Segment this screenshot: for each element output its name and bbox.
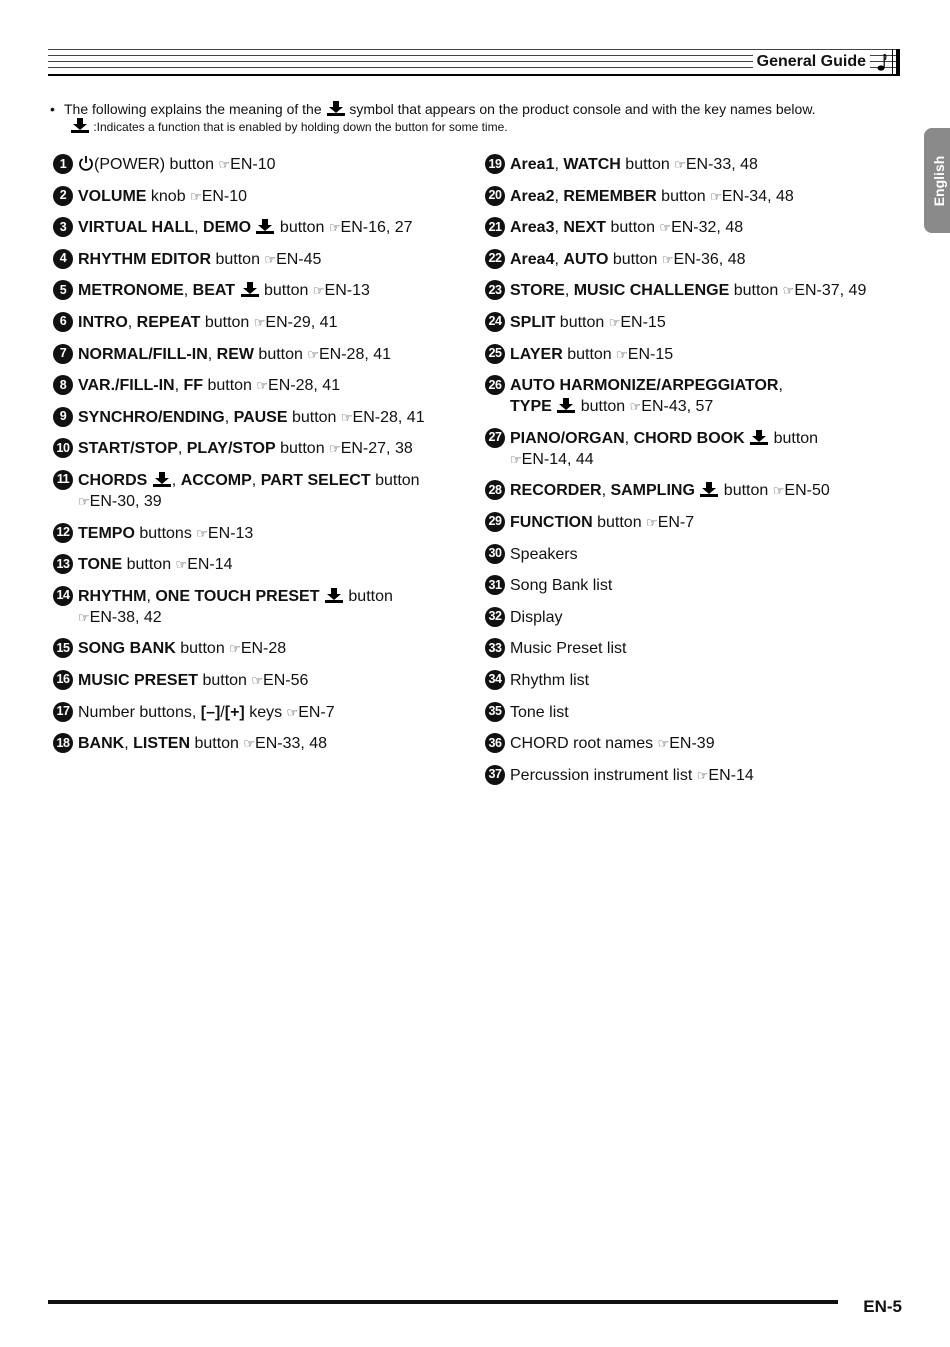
item-label: STORE, MUSIC CHALLENGE button ☞EN-37, 49 — [510, 282, 867, 300]
item-number-badge: 14 — [53, 586, 73, 606]
item-label: SYNCHRO/ENDING, PAUSE button ☞EN-28, 41 — [78, 408, 425, 426]
item-number-badge: 10 — [53, 438, 73, 458]
list-item — [485, 765, 885, 786]
footer-rule — [48, 1300, 838, 1304]
item-label: RHYTHM EDITOR button ☞EN-45 — [78, 250, 322, 268]
item-label: (POWER) button ☞EN-10 — [78, 154, 276, 175]
item-number-badge: 4 — [53, 249, 73, 269]
item-number-badge: 21 — [485, 217, 505, 237]
list-item — [53, 554, 453, 575]
item-label: LAYER button ☞EN-15 — [510, 345, 674, 363]
list-item — [53, 344, 453, 365]
item-label: CHORD root names ☞EN-39 — [510, 735, 715, 753]
list-item — [53, 670, 453, 691]
item-label: RHYTHM, ONE TOUCH PRESET button ☞EN-38, 42 — [78, 587, 393, 626]
item-number-badge: 15 — [53, 638, 73, 658]
item-number-badge: 18 — [53, 733, 73, 753]
list-item — [53, 638, 453, 659]
download-icon — [255, 219, 275, 235]
list-item — [485, 154, 885, 175]
list-item — [485, 544, 885, 565]
intro-legend: :Indicates a function that is enabled by holding down the button for some time. — [93, 120, 508, 134]
item-label: Rhythm list — [510, 671, 590, 689]
intro-text-before: The following explains the meaning of the — [64, 101, 322, 117]
power-icon — [78, 155, 94, 171]
download-icon — [152, 472, 172, 488]
list-item — [53, 523, 453, 544]
item-number-badge: 28 — [485, 480, 505, 500]
item-number-badge: 25 — [485, 344, 505, 364]
download-icon — [240, 282, 260, 298]
list-item — [485, 670, 885, 691]
list-item — [485, 344, 885, 365]
list-item — [485, 428, 885, 470]
list-item — [485, 375, 885, 417]
list-item — [485, 702, 885, 723]
list-item — [485, 575, 885, 596]
item-number-badge: 32 — [485, 607, 505, 627]
list-item — [53, 375, 453, 396]
download-icon — [699, 482, 719, 498]
list-item — [53, 407, 453, 428]
item-label: Area4, AUTO button ☞EN-36, 48 — [510, 250, 746, 268]
item-label: FUNCTION button ☞EN-7 — [510, 513, 695, 531]
item-label: VOLUME knob ☞EN-10 — [78, 187, 248, 205]
intro-text-after: symbol that appears on the product console and with the key names below. — [349, 101, 816, 117]
list-item — [485, 638, 885, 659]
item-number-badge: 6 — [53, 312, 73, 332]
item-number-badge: 35 — [485, 702, 505, 722]
item-label: AUTO HARMONIZE/ARPEGGIATOR, TYPE button ☞EN-43, 57 — [510, 377, 783, 416]
item-label: SPLIT button ☞EN-15 — [510, 313, 666, 331]
item-number-badge: 20 — [485, 186, 505, 206]
item-label: Area2, REMEMBER button ☞EN-34, 48 — [510, 187, 794, 205]
item-number-badge: 31 — [485, 575, 505, 595]
list-item — [53, 249, 453, 270]
item-number-badge: 7 — [53, 344, 73, 364]
list-item — [53, 154, 453, 175]
list-item — [53, 733, 453, 754]
item-number-badge: 23 — [485, 280, 505, 300]
list-item — [485, 607, 885, 628]
item-label: VIRTUAL HALL, DEMO button ☞EN-16, 27 — [78, 219, 413, 237]
language-tab: English — [924, 128, 950, 233]
item-label: Tone list — [510, 703, 569, 721]
item-label: TEMPO buttons ☞EN-13 — [78, 524, 254, 542]
item-label: START/STOP, PLAY/STOP button ☞EN-27, 38 — [78, 440, 413, 458]
page-number: EN-5 — [863, 1297, 902, 1316]
list-item — [485, 280, 885, 301]
item-number-badge: 3 — [53, 217, 73, 237]
item-label: BANK, LISTEN button ☞EN-33, 48 — [78, 735, 328, 753]
item-label: VAR./FILL-IN, FF button ☞EN-28, 41 — [78, 377, 341, 395]
list-item — [53, 186, 453, 207]
item-label: TONE button ☞EN-14 — [78, 556, 233, 574]
list-item — [485, 733, 885, 754]
list-item — [485, 249, 885, 270]
download-icon — [556, 398, 576, 414]
item-number-badge: 33 — [485, 638, 505, 658]
item-label: Area1, WATCH button ☞EN-33, 48 — [510, 156, 758, 173]
item-label: Music Preset list — [510, 640, 627, 658]
list-item — [485, 312, 885, 333]
item-number-badge: 22 — [485, 249, 505, 269]
item-label: MUSIC PRESET button ☞EN-56 — [78, 671, 309, 689]
item-number-badge: 36 — [485, 733, 505, 753]
item-label: RECORDER, SAMPLING button ☞EN-50 — [510, 482, 830, 500]
item-label: Percussion instrument list ☞EN-14 — [510, 766, 754, 784]
item-label: NORMAL/FILL-IN, REW button ☞EN-28, 41 — [78, 345, 392, 363]
item-label: INTRO, REPEAT button ☞EN-29, 41 — [78, 313, 338, 331]
page-section-title: General Guide — [753, 53, 870, 71]
item-number-badge: 13 — [53, 554, 73, 574]
item-label: PIANO/ORGAN, CHORD BOOK button ☞EN-14, 44 — [510, 429, 819, 468]
download-icon — [749, 430, 769, 446]
list-item — [53, 312, 453, 333]
list-item — [53, 438, 453, 459]
item-number-badge: 26 — [485, 375, 505, 395]
download-icon — [70, 118, 90, 136]
item-number-badge: 2 — [53, 186, 73, 206]
download-icon — [324, 588, 344, 604]
item-number-badge: 12 — [53, 523, 73, 543]
item-label: Speakers — [510, 545, 578, 563]
list-item — [485, 217, 885, 238]
item-number-badge: 29 — [485, 512, 505, 532]
list-item — [485, 186, 885, 207]
item-number-badge: 24 — [485, 312, 505, 332]
item-number-badge: 11 — [53, 470, 73, 490]
item-label: Display — [510, 608, 563, 626]
list-item — [485, 512, 885, 533]
item-number-badge: 9 — [53, 407, 73, 427]
item-label: CHORDS , ACCOMP, PART SELECT button ☞EN-30, 39 — [78, 471, 420, 510]
list-item — [485, 480, 885, 501]
item-label: SONG BANK button ☞EN-28 — [78, 640, 287, 658]
item-label: Number buttons, [–]/[+] keys ☞EN-7 — [78, 703, 335, 721]
music-note-icon — [877, 52, 887, 76]
item-number-badge: 16 — [53, 670, 73, 690]
download-icon — [326, 100, 346, 118]
item-number-badge: 5 — [53, 280, 73, 300]
item-number-badge: 34 — [485, 670, 505, 690]
item-number-badge: 1 — [53, 154, 73, 174]
list-item — [53, 217, 453, 238]
item-number-badge: 19 — [485, 154, 505, 174]
item-number-badge: 17 — [53, 702, 73, 722]
item-number-badge: 30 — [485, 544, 505, 564]
item-label: Area3, NEXT button ☞EN-32, 48 — [510, 219, 744, 237]
intro-note: • The following explains the meaning of the symbol that appears on the product console and with the key names below. :Indicates a function that is enabled by holding down the button for some time. — [50, 101, 816, 134]
item-label: Song Bank list — [510, 577, 613, 595]
item-number-badge: 37 — [485, 765, 505, 785]
list-item — [53, 702, 453, 723]
item-number-badge: 27 — [485, 428, 505, 448]
list-item — [53, 586, 453, 628]
list-item — [53, 470, 453, 512]
item-number-badge: 8 — [53, 375, 73, 395]
parts-list-right — [485, 154, 885, 796]
list-item — [53, 280, 453, 301]
parts-list-left — [53, 154, 453, 765]
item-label: METRONOME, BEAT button ☞EN-13 — [78, 282, 370, 300]
